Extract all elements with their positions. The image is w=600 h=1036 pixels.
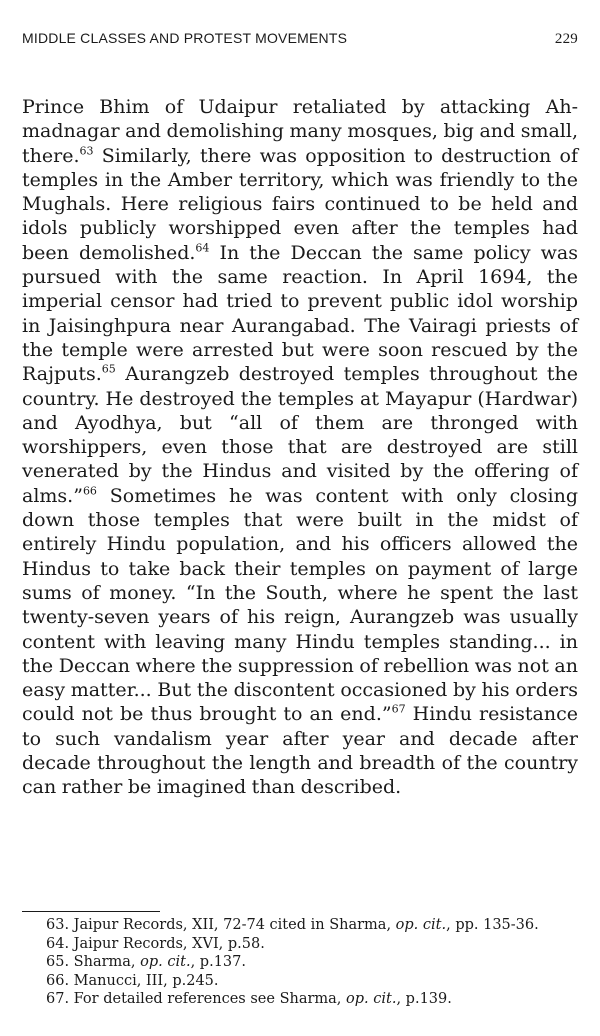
footnote-tail: , p.139. bbox=[396, 991, 452, 1007]
text-segment: Sometimes he was content with only closing down those temples that were built in the midst of entirely Hindu population, and his officers allowed the Hindus to take back their temples on payment of large sums of money. “In the South, where he spent the last twenty-seven years of his reign, Aurangzeb was usually content with leaving many Hindu temples standing... in the Deccan where the suppression of rebellion was not an easy matter... But the discontent occasioned by his orders could not be thus brought to an end.” bbox=[22, 484, 578, 726]
footnote-list bbox=[46, 916, 576, 1009]
footnote-italic: op. cit. bbox=[140, 954, 191, 970]
text-segment: Aurangzeb destroyed temples throughout the country. He destroyed the temples at Mayapur (Hardwar) and Ayodhya, but “all of them are thronged with worshippers, even those that are destroyed are still venerated by the Hindus and visited by the offering of alms.” bbox=[22, 363, 578, 507]
footnote-item bbox=[46, 953, 576, 972]
footnote-text: 65. Sharma, bbox=[46, 954, 141, 970]
footnote-tail: , pp. 135-36. bbox=[446, 917, 539, 933]
footnote-text: 66. Manucci, III, p.245. bbox=[46, 972, 219, 989]
footnote-ref: 67 bbox=[391, 703, 406, 717]
footnote-item bbox=[46, 935, 576, 954]
footnote-item bbox=[46, 990, 576, 1009]
footnote-ref: 63 bbox=[79, 144, 94, 158]
text-segment: Similarly, there was opposition to destruction of temples in the Amber territory, which was friendly to the Mughals. Here religious fairs continued to be held and idols publicly worshipped even after the temples had been demolished. bbox=[22, 144, 578, 264]
running-title: MIDDLE CLASSES AND PROTEST MOVEMENTS bbox=[22, 30, 348, 46]
footnote-ref: 66 bbox=[82, 484, 97, 498]
footnote-text: 67. For detailed references see Sharma, bbox=[46, 991, 347, 1007]
footnote-italic: op. cit. bbox=[346, 991, 397, 1007]
footnote-italic: op. cit. bbox=[395, 917, 447, 933]
text-segment: In the Deccan the same policy was pursued with the same reaction. In April 1694, the imperial censor had tried to prevent public idol worship in Jaisinghpura near Aurangabad. The Vairagi priests of the temple were arrested but were soon rescued by the Rajputs. bbox=[22, 241, 578, 386]
footnote-tail: , p.137. bbox=[190, 954, 246, 970]
footnote-ref: 64 bbox=[195, 241, 210, 255]
text-segment: Hindu resistance to such vandalism year after year and decade after decade throughout the length and breadth of the country can rather be imagined than described. bbox=[22, 703, 578, 799]
page-header bbox=[22, 30, 578, 52]
page-number: 229 bbox=[554, 31, 578, 47]
footnote-text: 63. Jaipur Records, XII, 72-74 cited in Sharma, bbox=[46, 917, 396, 933]
body-paragraph bbox=[22, 95, 578, 800]
text-segment: Prince Bhim of Udaipur retaliated by attacking Ahmadnagar and demolishing many mosques, big and small, there. bbox=[22, 96, 578, 167]
footnote-item bbox=[46, 972, 576, 991]
footnote-text: 64. Jaipur Records, XVI, p.58. bbox=[46, 935, 265, 952]
footnote-divider bbox=[22, 911, 160, 912]
footnote-ref: 65 bbox=[101, 362, 116, 376]
footnote-item bbox=[46, 916, 576, 935]
